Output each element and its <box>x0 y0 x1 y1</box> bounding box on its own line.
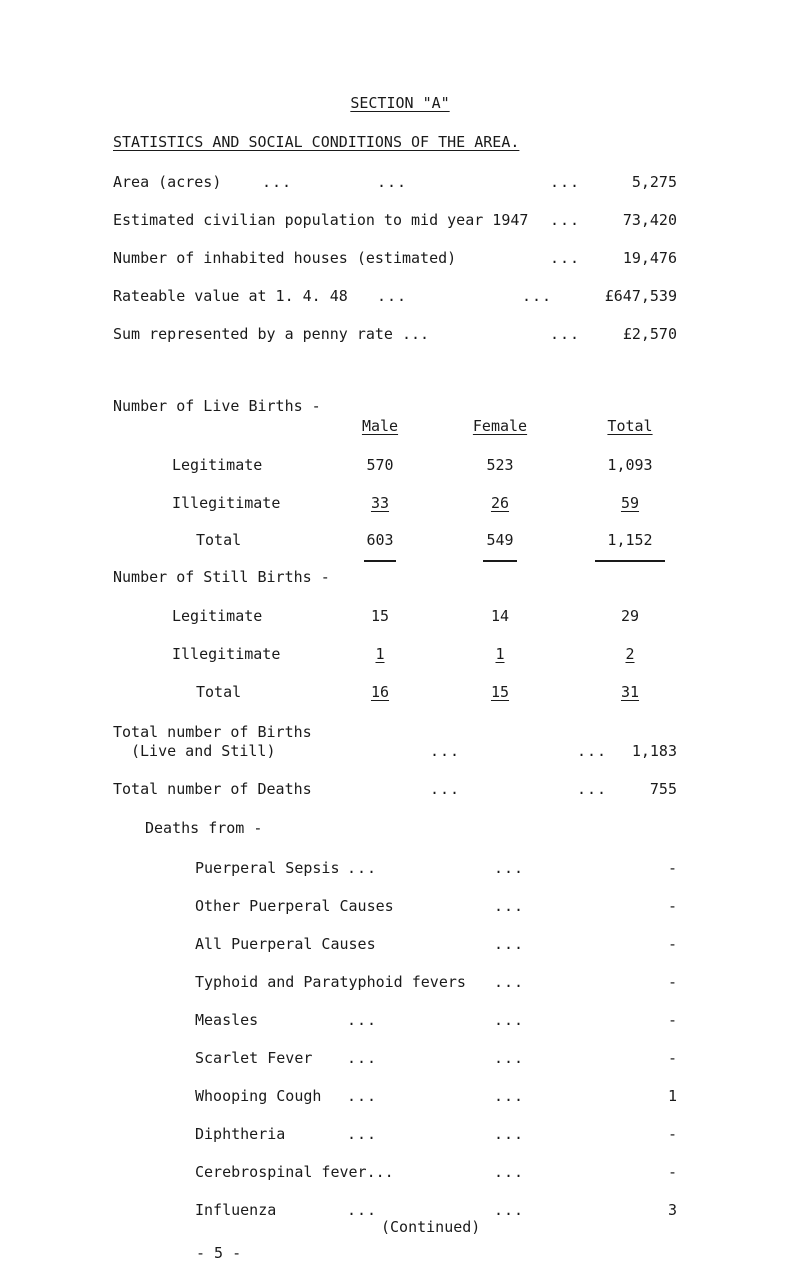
leader-dots: ... <box>377 173 408 191</box>
table-cell: 16 <box>370 683 390 701</box>
table-row-label: Total <box>196 531 242 549</box>
table-row-label: Illegitimate <box>172 494 281 512</box>
cause-label: Typhoid and Paratyphoid fevers <box>195 973 466 991</box>
total-births-sublabel: (Live and Still) <box>131 742 276 760</box>
total-deaths-value: 755 <box>649 780 677 798</box>
leader-dots: ... <box>377 287 408 305</box>
leader-dots: ... <box>577 742 608 760</box>
leader-dots: ... <box>494 973 525 991</box>
population-label: Estimated civilian population to mid year 1947 <box>113 211 529 229</box>
table-cell: 603 <box>366 531 394 549</box>
leader-dots: ... <box>550 249 581 267</box>
cause-label: Puerperal Sepsis <box>195 859 340 877</box>
area-value: 5,275 <box>631 173 677 191</box>
leader-dots: ... <box>430 742 461 760</box>
total-deaths-label: Total number of Deaths <box>113 780 312 798</box>
total-rule <box>364 560 396 562</box>
leader-dots: ... <box>494 1163 525 1181</box>
cause-label: Influenza <box>195 1201 277 1219</box>
live-births-heading: Number of Live Births - <box>113 397 321 415</box>
cause-value: - <box>667 1125 677 1143</box>
leader-dots: ... <box>550 211 581 229</box>
leader-dots: ... <box>347 859 378 877</box>
leader-dots: ... <box>550 325 581 343</box>
leader-dots: ... <box>494 1011 525 1029</box>
leader-dots: ... <box>494 1049 525 1067</box>
area-label: Area (acres) <box>113 173 222 191</box>
table-cell: 1,152 <box>607 531 653 549</box>
table-cell: 15 <box>370 607 390 625</box>
leader-dots: ... <box>347 1125 378 1143</box>
leader-dots: ... <box>347 1011 378 1029</box>
leader-dots: ... <box>550 173 581 191</box>
penny-rate-value: £2,570 <box>622 325 677 343</box>
cause-value: - <box>667 1049 677 1067</box>
column-header-total: Total <box>607 417 653 435</box>
table-cell: 2 <box>625 645 635 663</box>
leader-dots: ... <box>430 780 461 798</box>
leader-dots: ... <box>347 1201 378 1219</box>
leader-dots: ... <box>494 1201 525 1219</box>
cause-label: Measles <box>195 1011 259 1029</box>
page-number: - 5 - <box>196 1244 242 1262</box>
penny-rate-label: Sum represented by a penny rate ... <box>113 325 430 343</box>
houses-label: Number of inhabited houses (estimated) <box>113 249 457 267</box>
table-cell: 59 <box>620 494 640 512</box>
cause-value: - <box>667 1011 677 1029</box>
cause-label: All Puerperal Causes <box>195 935 376 953</box>
table-cell: 549 <box>486 531 514 549</box>
population-value: 73,420 <box>622 211 677 229</box>
leader-dots: ... <box>494 1125 525 1143</box>
leader-dots: ... <box>347 1049 378 1067</box>
leader-dots: ... <box>347 1087 378 1105</box>
table-cell: 15 <box>490 683 510 701</box>
cause-value: - <box>667 935 677 953</box>
total-rule <box>595 560 665 562</box>
section-title: SECTION "A" <box>350 94 450 112</box>
table-row-label: Legitimate <box>172 607 263 625</box>
rateable-value: £647,539 <box>604 287 677 305</box>
cause-label: Cerebrospinal fever... <box>195 1163 394 1181</box>
cause-value: - <box>667 859 677 877</box>
table-row-label: Legitimate <box>172 456 263 474</box>
cause-label: Scarlet Fever <box>195 1049 313 1067</box>
table-row-label: Total <box>196 683 242 701</box>
leader-dots: ... <box>494 1087 525 1105</box>
table-cell: 29 <box>620 607 640 625</box>
deaths-from-heading: Deaths from - <box>145 819 263 837</box>
rateable-label: Rateable value at 1. 4. 48 <box>113 287 348 305</box>
cause-label: Whooping Cough <box>195 1087 322 1105</box>
table-cell: 523 <box>486 456 514 474</box>
table-cell: 1 <box>495 645 505 663</box>
total-births-value: 1,183 <box>631 742 677 760</box>
cause-label: Diphtheria <box>195 1125 286 1143</box>
cause-label: Other Puerperal Causes <box>195 897 394 915</box>
table-row-label: Illegitimate <box>172 645 281 663</box>
table-cell: 14 <box>490 607 510 625</box>
column-header-male: Male <box>361 417 399 435</box>
continued-note: (Continued) <box>381 1218 481 1236</box>
table-cell: 31 <box>620 683 640 701</box>
total-rule <box>483 560 517 562</box>
table-cell: 26 <box>490 494 510 512</box>
houses-value: 19,476 <box>622 249 677 267</box>
total-births-label: Total number of Births <box>113 723 312 741</box>
leader-dots: ... <box>494 897 525 915</box>
cause-value: 3 <box>667 1201 677 1219</box>
still-births-heading: Number of Still Births - <box>113 568 330 586</box>
cause-value: - <box>667 973 677 991</box>
leader-dots: ... <box>262 173 293 191</box>
leader-dots: ... <box>577 780 608 798</box>
cause-value: - <box>667 897 677 915</box>
leader-dots: ... <box>522 287 553 305</box>
cause-value: 1 <box>667 1087 677 1105</box>
table-cell: 33 <box>370 494 390 512</box>
page-subtitle: STATISTICS AND SOCIAL CONDITIONS OF THE AREA. <box>113 133 520 151</box>
leader-dots: ... <box>494 859 525 877</box>
column-header-female: Female <box>472 417 528 435</box>
table-cell: 570 <box>366 456 394 474</box>
cause-value: - <box>667 1163 677 1181</box>
table-cell: 1 <box>375 645 385 663</box>
table-cell: 1,093 <box>607 456 653 474</box>
leader-dots: ... <box>494 935 525 953</box>
